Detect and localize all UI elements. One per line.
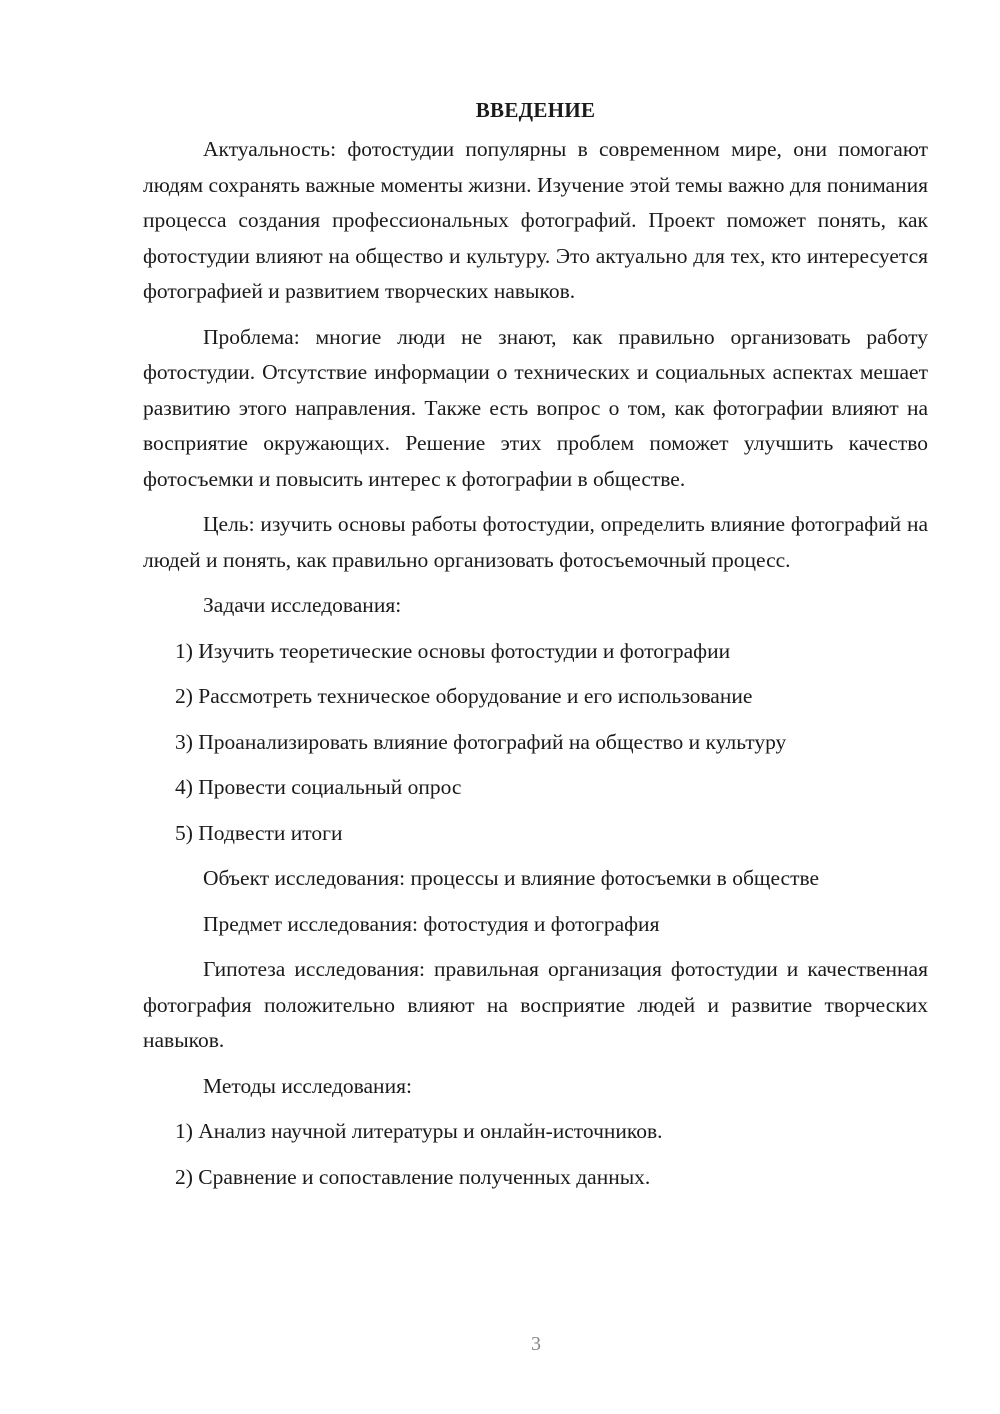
page-number: 3: [531, 1333, 541, 1355]
relevance-paragraph: Актуальность: фотостудии популярны в современном мире, они помогают людям сохранять важные моменты жизни. Изучение этой темы важно для понимания процесса создания профессиональных фотографий. Проект поможет понять, как фотостудии влияют на общество и культуру. Это актуально для тех, кто интересуется фотографией и развитием творческих навыков.: [143, 137, 928, 303]
methods-heading: Методы исследования:: [203, 1073, 412, 1098]
hypothesis-paragraph: Гипотеза исследования: правильная организация фотостудии и качественная фотография положительно влияют на восприятие людей и развитие творческих навыков.: [143, 957, 928, 1052]
goal-paragraph: Цель: изучить основы работы фотостудии, определить влияние фотографий на людей и понять, как правильно организовать фотосъемочный процесс.: [143, 512, 928, 572]
task-item: 2) Рассмотреть техническое оборудование и его использование: [175, 684, 753, 708]
method-item: 1) Анализ научной литературы и онлайн-источников.: [175, 1119, 663, 1143]
problem-paragraph: Проблема: многие люди не знают, как правильно организовать работу фотостудии. Отсутствие информации о технических и социальных аспектах мешает развитию этого направления. Также есть вопрос о том, как фотографии влияют на восприятие окружающих. Решение этих проблем поможет улучшить качество фотосъемки и повысить интерес к фотографии в обществе.: [143, 324, 928, 491]
tasks-heading: Задачи исследования:: [203, 593, 402, 617]
task-item: 3) Проанализировать влияние фотографий на общество и культуру: [175, 729, 787, 754]
task-item: 1) Изучить теоретические основы фотостудии и фотографии: [175, 638, 731, 663]
document-page: [143, 90, 928, 1205]
section-title: ВВЕДЕНИЕ: [475, 98, 596, 122]
method-item: 2) Сравнение и сопоставление полученных данных.: [175, 1164, 651, 1189]
task-item: 5) Подвести итоги: [175, 820, 343, 845]
object-paragraph: Объект исследования: процессы и влияние фотосъемки в обществе: [203, 866, 820, 890]
subject-paragraph: Предмет исследования: фотостудия и фотография: [203, 911, 660, 936]
task-item: 4) Провести социальный опрос: [175, 775, 462, 799]
